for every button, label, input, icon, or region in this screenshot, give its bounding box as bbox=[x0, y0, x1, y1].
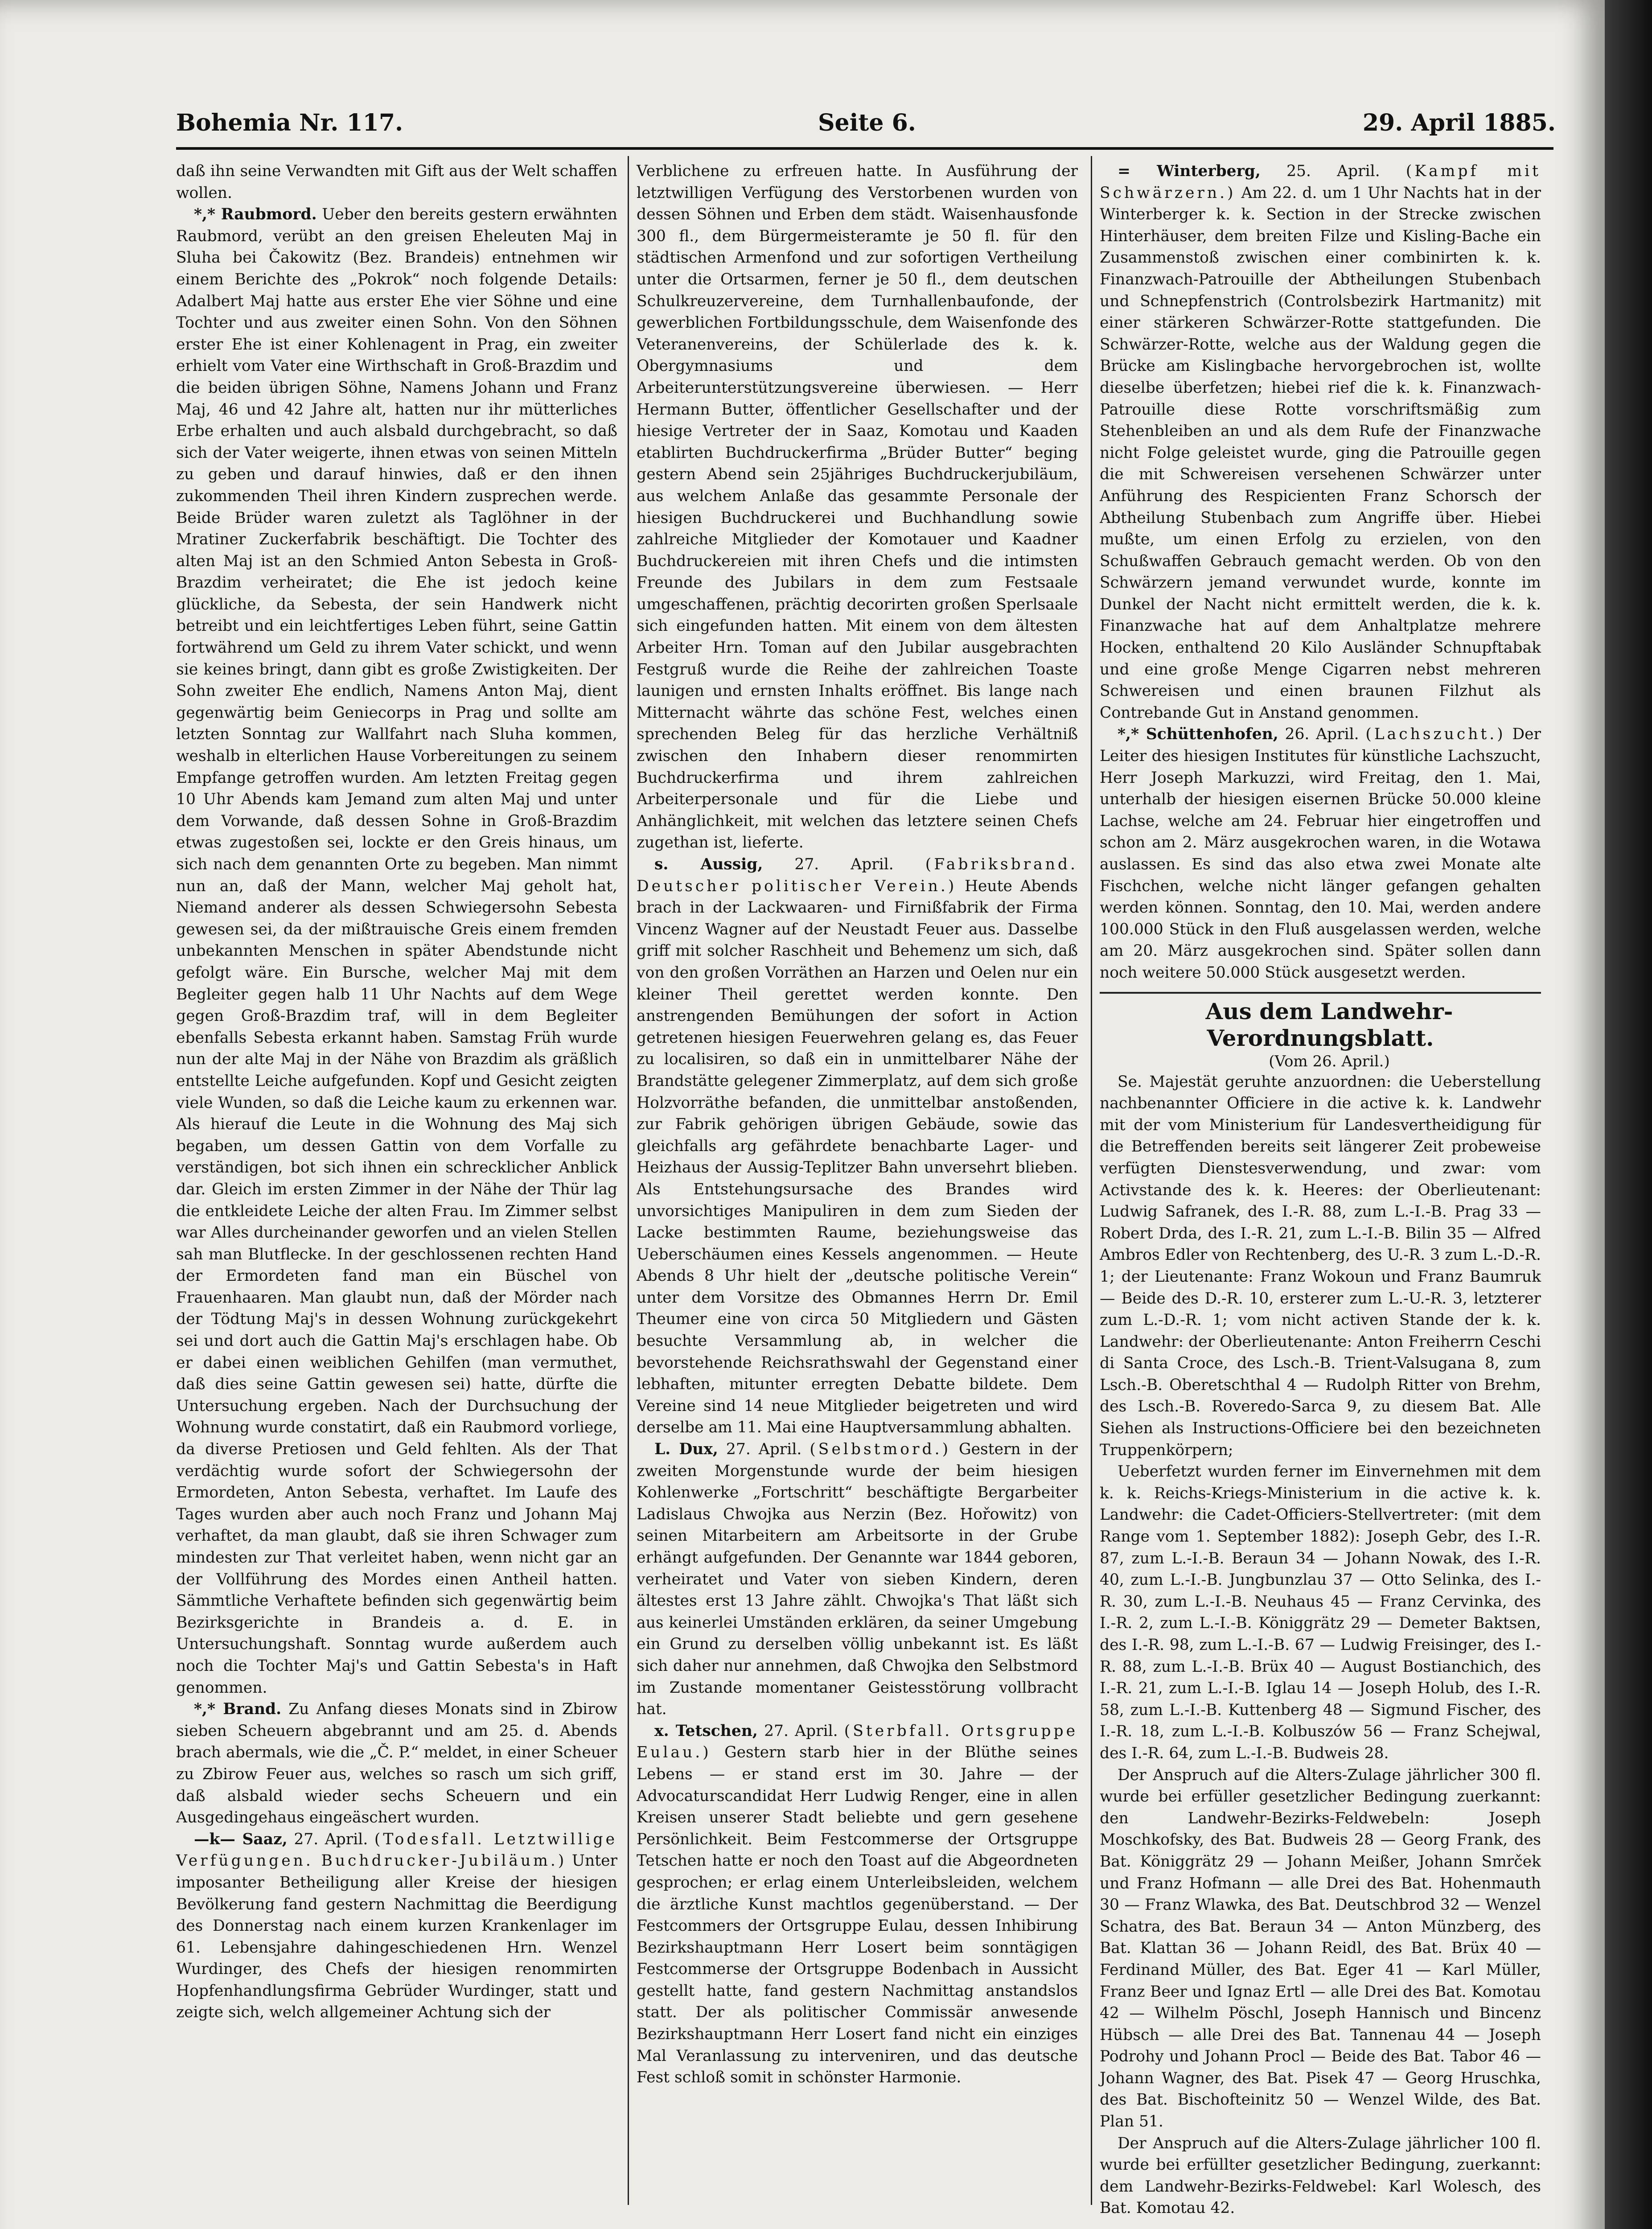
article-body: Gestern in der zweiten Morgenstunde wurde der beim hiesigen Kohlenwerke „Fortschritt“ beschäftigte Bergarbeiter Ladislaus Chwojka aus Nerzin (Bez. Hořowitz) von seinen Mitarbeitern am Arbeitsorte in der Grube erhängt aufgefunden. Der Genannte war 1844 geboren, verheiratet und Vater von sieben Kindern, deren ältestes erst 13 Jahre zählt. Chwojka's That läßt sich aus keinerlei Umständen erklären, da seiner Umgebung ein Grund zu derselben völlig unbekannt ist. Es läßt sich daher nur annehmen, daß Chwojka den Selbstmord im Zustande momentaner Geistesstörung vollbracht hat. bbox=[637, 1440, 1078, 1719]
landwehr-paragraph: Ueberfetzt wurden ferner im Einvernehmen mit dem k. k. Reichs-Kriegs-Ministerium in die active k. k. Landwehr: die Cadet-Officiers-Stellvertreter: (mit dem Range vom 1. September 1882): Joseph Gebr, des I.-R. 87, zum L.-I.-B. Beraun 34 — Johann Nowak, des I.-R. 40, zum L.-I.-B. Jungbunzlau 37 — Otto Selinka, des I.-R. 30, zum L.-I.-B. Neuhaus 45 — Franz Cervinka, des I.-R. 2, zum L.-I.-B. Königgrätz 29 — Demeter Baktsen, des I.-R. 98, zum L.-I.-B. 67 — Ludwig Freisinger, des I.-R. 88, zum L.-I.-B. Brüx 40 — August Bostianchich, des I.-R. 21, zum L.-I.-B. Iglau 14 — Joseph Holub, des I.-R. 58, zum L.-I.-B. Kuttenberg 48 — Sigmund Fischer, des I.-R. 18, zum L.-I.-B. Kolbuszów 56 — Franz Schejwal, des I.-R. 64, zum L.-I.-B. Budweis 28. bbox=[1100, 1463, 1541, 1762]
article-heading: L. Dux, bbox=[654, 1440, 718, 1459]
article-heading: —k— Saaz, bbox=[194, 1830, 288, 1848]
article-dux bbox=[637, 1439, 1078, 1720]
page-header bbox=[176, 109, 1556, 145]
section-title: Aus dem Landwehr-Verordnungsblatt. bbox=[1205, 998, 1453, 1051]
article-date: 25. April. bbox=[1286, 162, 1380, 180]
article-topic: (Kampf mit Schwärzern.) bbox=[1100, 162, 1541, 202]
landwehr-paragraph: Se. Majestät geruhte anzuordnen: die Ueberstellung nachbenannter Officiere in die active k. k. Landwehr mit der vom Ministerium für Landesvertheidigung für die Betreffenden bereits seit längerer Zeit probeweise verfügten Dienstesverwendung, und zwar: vom Activstande des k. k. Heeres: der Oberlieutenant: Ludwig Safranek, des I.-R. 88, zum L.-I.-B. Prag 33 — Robert Drda, des I.-R. 21, zum L.-I.-B. Bilin 35 — Alfred Ambros Edler von Rechtenberg, des U.-R. 3 zum L.-D.-R. 1; der Lieutenante: Franz Wokoun und Franz Baumruk — Beide des D.-R. 10, ersterer zum L.-U.-R. 3, letzterer zum L.-D.-R. 1; vom nicht activen Stande der k. k. Landwehr: der Oberlieutenante: Anton Freiherrn Ceschi di Santa Croce, des Lsch.-B. Trient-Valsugana 8, zum Lsch.-B. Oberetschthal 4 — Rudolph Ritter von Brehm, des Lsch.-B. Roveredo-Sarca 9, zu diesem Bat. Alle Siehen als Instructions-Officiere bei den bezeichneten Truppenkörpern; bbox=[1100, 1073, 1541, 1459]
article-raubmord bbox=[176, 204, 617, 1698]
article-saaz bbox=[176, 1829, 617, 2023]
article-date: 27. April. bbox=[764, 1722, 838, 1740]
article-body: Heute Abends brach in der Lackwaaren- und Firnißfabrik der Firma Vincenz Wagner auf der Neustadt Feuer aus. Dasselbe griff mit solcher Raschheit und Behemenz um sich, daß von den großen Vorräthen an Harzen und Oelen nur ein kleiner Theil gerettet werden konnte. Den anstrengenden Bemühungen der sofort in Action getretenen hiesigen Feuerwehren gelang es, das Feuer zu localisiren, so daß ein in unmittelbarer Nähe der Brandstätte gelegener Zimmerplatz, auf dem sich große Holzvorräthe befanden, die unmittelbar anstoßenden, zur Fabrik gehörigen übrigen Gebäude, sowie das gleichfalls arg gefährdete benachbarte Lager- und Heizhaus der Aussig-Teplitzer Bahn unversehrt blieben. Als Entstehungsursache des Brandes wird unvorsichtiges Manipuliren in dem zum Sieden der Lacke bestimmten Raume, beziehungsweise das Ueberschäumen eines Kessels angenommen. — Heute Abends 8 Uhr hielt der „deutsche politische Verein“ unter dem Vorsitze des Obmannes Herrn Dr. Emil Theumer eine von circa 50 Mitgliedern und Gästen besuchte Versammlung ab, in welcher die bevorstehende Reichsrathswahl der Gegenstand einer lebhaften, mitunter erregten Debatte bildete. Dem Vereine sind 14 neue Mitglieder beigetreten und wird derselbe am 11. Mai eine Hauptversammlung abhalten. bbox=[637, 877, 1078, 1437]
header-page-number: Seite 6. bbox=[818, 109, 916, 136]
article-heading: *,* Raubmord. bbox=[194, 206, 317, 224]
article-topic: (Sterbfall. Ortsgruppe Eulau.) bbox=[637, 1722, 1078, 1762]
article-heading: *,* Brand. bbox=[194, 1700, 282, 1719]
section-divider bbox=[1100, 992, 1541, 994]
article-topic: (Lachszucht.) bbox=[1365, 725, 1506, 744]
article-continuation: daß ihn seine Verwandten mit Gift aus der Welt schaffen wollen. bbox=[176, 162, 617, 202]
article-body: Der Leiter des hiesigen Institutes für künstliche Lachszucht, Herr Joseph Markuzzi, wird Freitag, den 1. Mai, unterhalb der hiesigen eisernen Brücke 50.000 kleine Lachse, welche am 24. Februar hier eingetroffen und schon am 2. März ausgekrochen waren, in die Wotawa auslassen. Es sind das also etwa zwei Monate alte Fischchen, welche nicht länger gefangen gehalten werden können. Sonntag, den 10. Mai, werden andere 100.000 Stück in den Fluß ausgelassen werden, welche am 20. März ausgekrochen sind. Später sollen dann noch weitere 50.000 Stück ausgesetzt werden. bbox=[1100, 725, 1541, 982]
article-heading: *,* Schüttenhofen, bbox=[1118, 725, 1278, 744]
article-topic: (Todesfall. Letztwillige Verfügungen. Buchdrucker-Jubiläum.) bbox=[176, 1830, 617, 1870]
article-body: Am 22. d. um 1 Uhr Nachts hat in der Winterberger k. k. Section in der Strecke zwischen Hinterhäuser, dem breiten Filze und Kisling-Bache ein Zusammenstoß zwischen einer combinirten k. k. Finanzwach-Patrouille der Abtheilungen Stubenbach und Schnepfenstrich (Controlsbezirk Hartmanitz) mit einer stärkeren Schwärzer-Rotte stattgefunden. Die Schwärzer-Rotte, welche aus der Waldung gegen die Brücke am Kislingbache hervorgebrochen ist, wollte dieselbe überfetzen; hiebei rief die k. k. Finanzwach-Patrouille diese Rotte vorschriftsmäßig zum Stehenbleiben an und als dem Rufe der Finanzwache nicht Folge geleistet wurde, ging die Patrouille gegen die mit Schwereisen versehenen Schwärzer unter Anführung des Respicienten Franz Schorsch der Abtheilung Stubenbach zum Angriffe über. Hiebei mußte, um einen Erfolg zu erzielen, von den Schußwaffen Gebrauch gemacht werden. Ob von den Schwärzern jemand verwundet wurde, konnte im Dunkel der Nacht nicht ermittelt werden, die k. k. Finanzwache hat auf dem Anhaltplatze mehrere Hocken, enthaltend 20 Kilo Ausländer Schnupftabak und eine große Menge Cigarren nebst mehreren Schwereisen und einen braunen Filzhut als Contrebande Gut in Anstand genommen. bbox=[1100, 184, 1541, 722]
landwehr-paragraph: Der Anspruch auf die Alters-Zulage jährlicher 100 fl. wurde bei erfüllter gesetzlicher Bedingung, zuerkannt: dem Landwehr-Bezirks-Feldwebel: Karl Wolesch, des Bat. Komotau 42. bbox=[1100, 2134, 1541, 2217]
article-heading: = Winterberg, bbox=[1118, 162, 1261, 180]
column-2 bbox=[637, 160, 1078, 2198]
article-heading: x. Tetschen, bbox=[654, 1722, 758, 1740]
landwehr-paragraph: Der Anspruch auf die Alters-Zulage jährlicher 300 fl. wurde bei erfüller gesetzlicher Bedingung zuerkannt: den Landwehr-Bezirks-Feldwebeln: Joseph Moschkofsky, des Bat. Budweis 28 — Georg Frank, des Bat. Königgrätz 29 — Johann Meißer, Johann Smrček und Franz Hofmann — alle Drei des Bat. Hohenmauth 30 — Franz Wlawka, des Bat. Deutschbrod 32 — Wenzel Schatra, des Bat. Beraun 34 — Anton Münzberg, des Bat. Klattan 36 — Johann Reidl, des Bat. Brüx 40 — Ferdinand Müller, des Bat. Eger 41 — Karl Müller, Franz Beer und Ignaz Ertl — alle Drei des Bat. Komotau 42 — Wilhelm Pöschl, Joseph Hannisch und Bincenz Hübsch — alle Drei des Bat. Tannenau 44 — Joseph Podrohy und Johann Procl — Beide des Bat. Tabor 46 — Johann Wagner, des Bat. Pisek 47 — Georg Hruschka, des Bat. Bischofteinitz 50 — Wenzel Wilde, des Bat. Plan 51. bbox=[1100, 1766, 1541, 2131]
article-aussig bbox=[637, 854, 1078, 1439]
column-3 bbox=[1100, 160, 1541, 2217]
header-publication: Bohemia Nr. 117. bbox=[176, 109, 403, 136]
article-date: 27. April. bbox=[794, 855, 894, 873]
column-1 bbox=[176, 160, 617, 2198]
article-brand bbox=[176, 1698, 617, 1829]
column-divider bbox=[628, 156, 629, 2205]
article-body: Ueber den bereits gestern erwähnten Raubmord, verübt an den greisen Eheleuten Maj in Sluha bei Čakowitz (Bez. Brandeis) entnehmen wir einem Berichte des „Pokrok“ noch folgende Details: Adalbert Maj hatte aus erster Ehe vier Söhne und eine Tochter und aus zweiter einen Sohn. Von den Söhnen erster Ehe ist einer Kohlenagent in Prag, ein zweiter erhielt vom Vater eine Wirthschaft in Groß-Brazdim und die beiden übrigen Söhne, Namens Johann und Franz Maj, 46 und 42 Jahre alt, hatten nur ihr mütterliches Erbe erhalten und auch alsbald durchgebracht, so daß sich der Vater weigerte, ihnen etwas von seinen Mitteln zu geben und darauf hinwies, daß er den ihnen zukommenden Theil ihren Kindern zusprechen werde. Beide Brüder waren zuletzt als Taglöhner in der Mratiner Zuckerfabrik beschäftigt. Die Tochter des alten Maj ist an den Schmied Anton Sebesta in Groß-Brazdim verheiratet; die Ehe ist jedoch keine glückliche, da Sebesta, der sein Handwerk nicht betreibt und ein leichtfertiges Leben führt, seine Gattin fortwährend um Geld zu ihrem Vater schickt, und wenn sie keines bringt, dann gibt es große Zwistigkeiten. Der Sohn zweiter Ehe endlich, Namens Anton Maj, dient gegenwärtig beim Geniecorps in Prag und sollte am letzten Sonntag zur Wallfahrt nach Sluha kommen, weshalb in elterlichen Hause Vorbereitungen zu seinem Empfange getroffen wurden. Am letzten Freitag gegen 10 Uhr Abends kam Jemand zum alten Maj und unter dem Vorwande, daß dessen Sohne in Groß-Brazdim etwas zugestoßen sei, lockte er den Greis hinaus, um sich nach dem genannten Orte zu begeben. Man nimmt nun an, daß der Mann, welcher Maj geholt hat, Niemand anderer als dessen Schwiegersohn Sebesta gewesen sei, da der mißtrauische Greis einem fremden unbekannten Menschen in später Abendstunde nicht gefolgt wäre. Ein Bursche, welcher Maj mit dem Begleiter gegen halb 11 Uhr Nachts auf dem Wege gegen Groß-Brazdim traf, will in dem Begleiter ebenfalls Sebesta erkannt haben. Samstag Früh wurde nun der alte Maj in der Nähe von Brazdim als gräßlich entstellte Leiche aufgefunden. Kopf und Gesicht zeigten viele Wunden, so daß die Leiche kaum zu erkennen war. Als hierauf die Leute in die Wohnung des Maj sich begaben, um dessen Gattin von dem Vorfalle zu verständigen, bot sich ihnen ein schrecklicher Anblick dar. Gleich im ersten Zimmer in der Nähe der Thür lag die entkleidete Leiche der alten Frau. Im Zimmer selbst war Alles durcheinander geworfen und an vielen Stellen sah man Blutflecke. In der geschlossenen rechten Hand der Ermordeten fand man ein Büschel von Frauenhaaren. Man glaubt nun, daß der Mörder nach der Tödtung Maj's in dessen Wohnung zurückgekehrt sei und dort auch die Gattin Maj's erschlagen habe. Ob er dabei einen weiblichen Gehilfen (man vermuthet, daß dies seine Gattin gewesen sei) hatte, dürfte die Untersuchung ergeben. Nach der Durchsuchung der Wohnung wurde constatirt, daß ein Raubmord vorliege, da diverse Pretiosen und Geld fehlten. Als der That verdächtig wurde sofort der Schwiegersohn der Ermordeten, Anton Sebesta, verhaftet. Im Laufe des Tages wurden aber auch noch Franz und Johann Maj verhaftet, da man glaubt, daß sie ihren Schwager zum mindesten zur That verleitet haben, wenn nicht gar an der Vollführung des Mordes einen Antheil hatten. Sämmtliche Verhaftete befinden sich gegenwärtig beim Bezirksgerichte in Brandeis a. d. E. in Untersuchungshaft. Sonntag wurde außerdem auch noch die Tochter Maj's und Gattin Sebesta's in Haft genommen. bbox=[176, 206, 617, 1697]
article-winterberg bbox=[1100, 160, 1541, 724]
article-topic: (Fabriksbrand. Deutscher politischer Verein.) bbox=[637, 855, 1078, 895]
article-body: Zu Anfang dieses Monats sind in Zbirow sieben Scheuern abgebrannt und am 25. d. Abends brach abermals, wie die „Č. P.“ meldet, in einer Scheuer zu Zbirow Feuer aus, welches so rasch um sich griff, daß alsbald wieder sechs Scheuern und ein Ausgedingehaus eingeäschert wurden. bbox=[176, 1700, 617, 1827]
article-heading: s. Aussig, bbox=[654, 855, 763, 873]
article-date: 26. April. bbox=[1285, 725, 1359, 744]
header-rule bbox=[176, 147, 1553, 150]
column-divider bbox=[1091, 156, 1092, 2205]
article-body: Gestern starb hier in der Blüthe seines Lebens — er stand erst im 30. Jahre — der Advocaturscandidat Herr Ludwig Renger, eine in allen Kreisen unserer Stadt beliebte und gern gesehene Persönlichkeit. Beim Festcommerse der Ortsgruppe Tetschen hatte er noch den Toast auf die Abgeordneten gesprochen; er erlag einem Unterleibsleiden, welchem die ärztliche Kunst machtlos gegenüberstand. — Der Festcommers der Ortsgruppe Eulau, dessen Inhibirung Bezirkshauptmann Herr Losert beim sonntägigen Festcommerse der Ortsgruppe Bodenbach in Aussicht gestellt hatte, fand gestern Nachmittag anstandslos statt. Der als politischer Commissär anwesende Bezirkshauptmann Herr Losert fand nicht ein einziges Mal Veranlassung zu interveniren, und das deutsche Fest schloß somit in schönster Harmonie. bbox=[637, 1744, 1078, 2087]
article-date: 27. April. bbox=[726, 1440, 802, 1459]
article-body: Unter imposanter Betheiligung aller Kreise der hiesigen Bevölkerung fand gestern Nachmittag die Beerdigung des Donnerstag nach einem kurzen Krankenlager im 61. Lebensjahre dahingeschiedenen Hrn. Wenzel Wurdinger, des Chefs der hiesigen renommirten Hopfenhandlungsfirma Gebrüder Wurdinger, statt und zeigte sich, welch allgemeiner Achtung sich der bbox=[176, 1852, 617, 2022]
article-tetschen bbox=[637, 1720, 1078, 2089]
book-edge bbox=[1605, 0, 1652, 2229]
article-topic: (Selbstmord.) bbox=[810, 1440, 951, 1459]
article-schuettenhofen bbox=[1100, 724, 1541, 983]
article-continuation: Verblichene zu erfreuen hatte. In Ausführung der letztwilligen Verfügung des Verstorbenen wurden von dessen Söhnen und Erben dem städt. Waisenhausfonde 300 fl., dem Bürgermeisteramte je 50 fl. für den städtischen Armenfond und zur sofortigen Vertheilung unter die Ortsarmen, ferner je 50 fl., dem deutschen Schulkreuzervereine, dem Turnhallenbaufonde, der gewerblichen Fortbildungsschule, dem Waisenfonde des Veteranenvereins, der Schülerlade des k. k. Obergymnasiums und dem Arbeiterunterstützungsvereine überwiesen. — Herr Hermann Butter, öffentlicher Gesellschafter und der hiesige Vertreter der in Saaz, Komotau und Kaaden etablirten Buchdruckerfirma „Brüder Butter“ beging gestern Abend sein 25jähriges Buchdruckerjubiläum, aus welchem Anlaße das gesammte Personale der hiesigen Buchdruckerei und Buchhandlung sowie zahlreiche Mitglieder der Komotauer und Kaadner Buchdruckereien mit ihren Chefs und die intimsten Freunde des Jubilars in dem zum Festsaale umgeschaffenen, prächtig decorirten großen Sperlsaale sich eingefunden hatten. Mit einem von dem ältesten Arbeiter Hrn. Toman auf den Jubilar ausgebrachten Festgruß wurde die Reihe der zahlreichen Toaste launigen und ernsten Inhalts eröffnet. Bis lange nach Mitternacht währte das schöne Fest, welches einen sprechenden Beleg für das herzliche Verhältniß zwischen den Inhabern dieser renommirten Buchdruckerfirma und ihrem zahlreichen Arbeiterpersonale und für die Liebe und Anhänglichkeit, mit welchen das letztere seinen Chefs zugethan ist, lieferte. bbox=[637, 162, 1078, 852]
header-date: 29. April 1885. bbox=[1362, 109, 1556, 136]
section-subtitle: (Vom 26. April.) bbox=[1269, 1052, 1390, 1070]
article-date: 27. April. bbox=[294, 1830, 368, 1848]
